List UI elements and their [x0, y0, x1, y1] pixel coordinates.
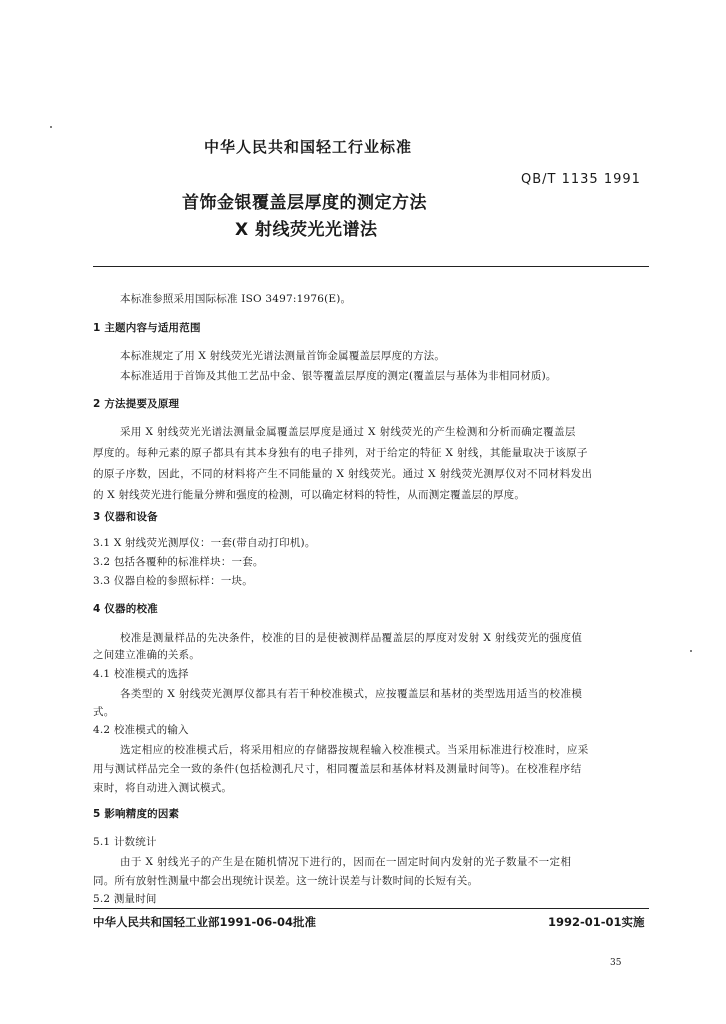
section-2-line-1: 采用 X 射线荧光光谱法测量金属覆盖层厚度是通过 X 射线荧光的产生检测和分析而确定覆盖层 — [120, 426, 576, 438]
implementation-date: 1992-01-01实施 — [548, 915, 645, 929]
scan-speck — [50, 126, 52, 128]
section-3-heading: 3 仪器和设备 — [93, 511, 158, 523]
section-1-paragraph-1: 本标准规定了用 X 射线荧光光谱法测量首饰金属覆盖层厚度的方法。 — [120, 350, 446, 362]
section-1-heading: 1 主题内容与适用范围 — [93, 322, 201, 334]
section-2-line-4: 的 X 射线荧光进行能量分辨和强度的检测，可以确定材料的特性，从而测定覆盖层的厚度。 — [93, 489, 526, 501]
section-4-2-heading: 4.2 校准模式的输入 — [93, 724, 189, 736]
section-3-3: 3.3 仪器自检的参照标样：一块。 — [93, 575, 253, 587]
document-subtitle: X 射线荧光光谱法 — [235, 220, 378, 240]
section-3-1: 3.1 X 射线荧光测厚仪：一套(带自动打印机)。 — [93, 537, 316, 549]
section-4-heading: 4 仪器的校准 — [93, 603, 158, 615]
section-5-heading: 5 影响精度的因素 — [93, 808, 180, 820]
scan-speck — [690, 650, 692, 652]
document-title: 首饰金银覆盖层厚度的测定方法 — [182, 193, 427, 213]
section-5-1-heading: 5.1 计数统计 — [93, 836, 157, 848]
section-5-1-line-1: 由于 X 射线光子的产生是在随机情况下进行的，因而在一固定时间内发射的光子数量不一定相 — [120, 856, 572, 868]
approval-date: 中华人民共和国轻工业部1991-06-04批准 — [93, 915, 317, 929]
section-4-2-line-3: 束时，将自动进入测试模式。 — [93, 782, 233, 794]
section-4-line-1: 校准是测量样品的先决条件，校准的目的是使被测样品覆盖层的厚度对发射 X 射线荧光的强度值 — [120, 632, 583, 644]
footer-divider — [93, 908, 649, 909]
standard-number: QB/T 1135 1991 — [521, 172, 641, 187]
issuing-organization: 中华人民共和国轻工行业标准 — [204, 138, 413, 156]
section-4-2-line-1: 选定相应的校准模式后，将采用相应的存储器按规程输入校准模式。当采用标准进行校准时，应采 — [120, 744, 589, 756]
section-1-paragraph-2: 本标准适用于首饰及其他工艺品中金、银等覆盖层厚度的测定(覆盖层与基体为非相同材质)。 — [120, 370, 557, 382]
header-divider — [93, 266, 649, 267]
section-3-2: 3.2 包括各覆种的标准样块：一套。 — [93, 556, 264, 568]
section-2-line-3: 的原子序数，因此，不同的材料将产生不同能量的 X 射线荧光。通过 X 射线荧光测厚仪对不同材料发出 — [93, 468, 593, 480]
section-5-1-line-2: 同。所有放射性测量中都会出现统计误差。这一统计误差与计数时间的长短有关。 — [93, 875, 479, 887]
section-4-1-heading: 4.1 校准模式的选择 — [93, 668, 189, 680]
section-5-2-heading: 5.2 测量时间 — [93, 893, 157, 905]
section-2-line-2: 厚度的。每种元素的原子都具有其本身独有的电子排列，对于给定的特征 X 射线，其能量取决于该原子 — [93, 447, 588, 459]
section-2-heading: 2 方法提要及原理 — [93, 398, 180, 410]
section-4-1-line-1: 各类型的 X 射线荧光测厚仪都具有若干种校准模式，应按覆盖层和基材的类型选用适当的校准模 — [120, 688, 583, 700]
section-4-2-line-2: 用与测试样品完全一致的条件(包括检测孔尺寸，相同覆盖层和基体材料及测量时间等)。在校准程序结 — [93, 763, 582, 775]
page-number: 35 — [610, 958, 622, 968]
intro-paragraph: 本标准参照采用国际标准 ISO 3497:1976(E)。 — [120, 293, 352, 305]
section-4-line-2: 之间建立准确的关系。 — [93, 649, 200, 661]
section-4-1-line-2: 式。 — [93, 706, 115, 718]
